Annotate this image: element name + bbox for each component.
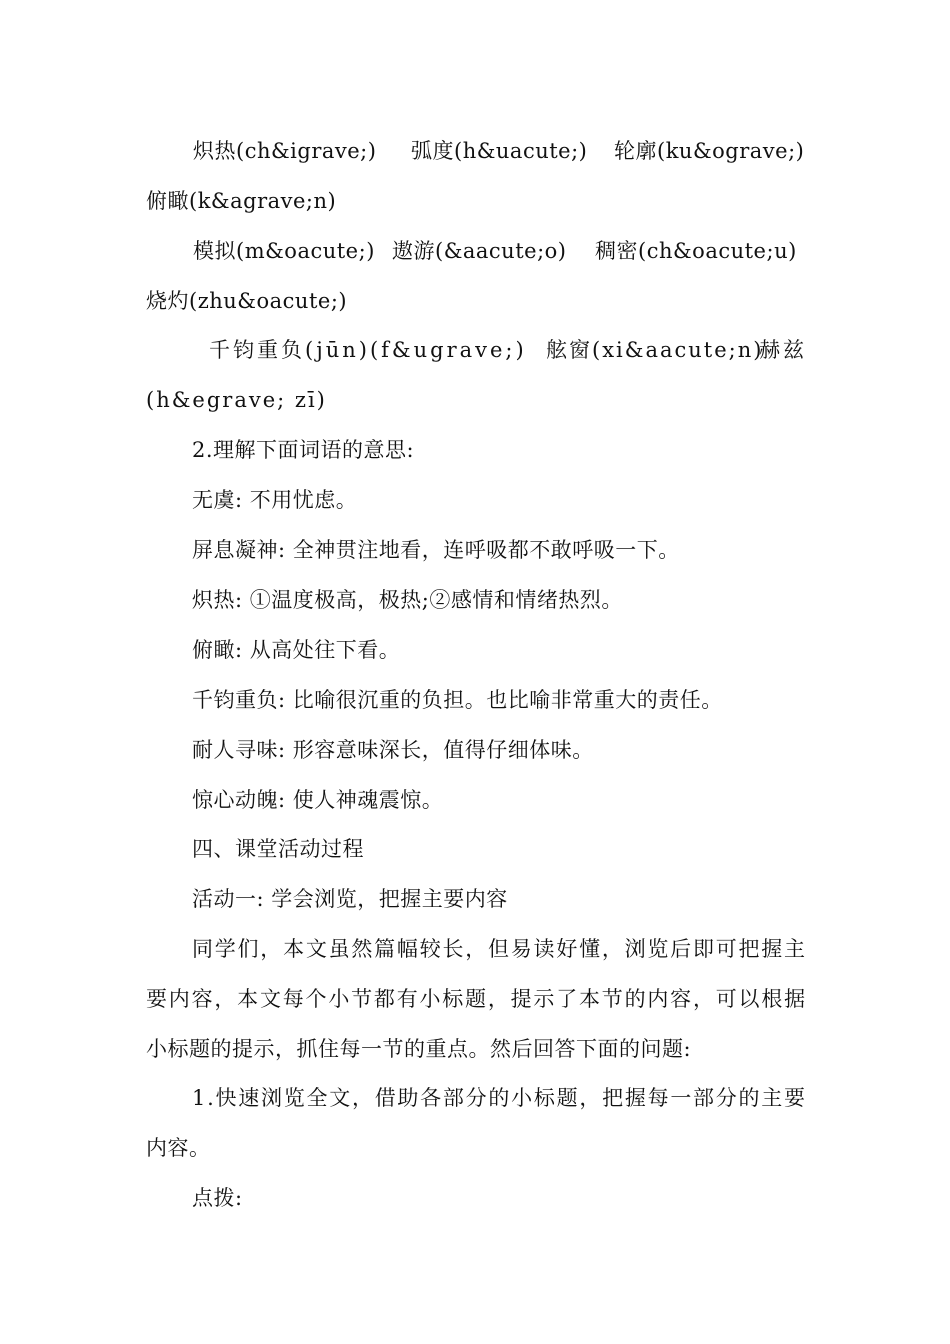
pinyin-term: 遨游(&aacute;o) bbox=[392, 239, 567, 263]
definition-line: 炽热: ①温度极高，极热;②感情和情绪热烈。 bbox=[192, 588, 623, 612]
pinyin-term: 千钧重负(jūn)(f&ugrave;) bbox=[209, 338, 527, 362]
pinyin-term: 舷窗(xi&aacute;n) bbox=[546, 338, 764, 362]
question-line: 1.快速浏览全文，借助各部分的小标题，把握每一部分的主要 bbox=[192, 1086, 807, 1110]
section-heading: 四、课堂活动过程 bbox=[192, 837, 364, 861]
pinyin-term: 烧灼(zhu&oacute;) bbox=[146, 289, 348, 313]
paragraph-line: 要内容，本文每个小节都有小标题，提示了本节的内容，可以根据 bbox=[146, 987, 807, 1011]
activity-heading: 活动一: 学会浏览，把握主要内容 bbox=[192, 887, 508, 911]
pinyin-term: 稠密(ch&oacute;u) bbox=[595, 239, 797, 263]
question-line: 内容。 bbox=[146, 1136, 211, 1160]
paragraph-line: 同学们，本文虽然篇幅较长，但易读好懂，浏览后即可把握主 bbox=[192, 937, 807, 961]
pinyin-term: 赫兹 bbox=[759, 338, 807, 362]
definition-line: 俯瞰: 从高处往下看。 bbox=[192, 638, 401, 662]
pinyin-term: 俯瞰(k&agrave;n) bbox=[146, 189, 337, 213]
pinyin-term: 轮廓(ku&ograve;) bbox=[614, 139, 805, 163]
section-heading: 2.理解下面词语的意思: bbox=[192, 438, 415, 462]
pinyin-term: (h&egrave; zī) bbox=[146, 388, 327, 412]
pinyin-term: 弧度(h&uacute;) bbox=[411, 139, 588, 163]
definition-line: 无虞: 不用忧虑。 bbox=[192, 488, 358, 512]
paragraph-line: 小标题的提示，抓住每一节的重点。然后回答下面的问题: bbox=[146, 1037, 692, 1061]
definition-line: 屏息凝神: 全神贯注地看，连呼吸都不敢呼吸一下。 bbox=[192, 538, 680, 562]
hint-label: 点拨: bbox=[192, 1186, 243, 1210]
definition-line: 千钧重负: 比喻很沉重的负担。也比喻非常重大的责任。 bbox=[192, 688, 723, 712]
definition-line: 耐人寻味: 形容意味深长，值得仔细体味。 bbox=[192, 738, 594, 762]
definition-line: 惊心动魄: 使人神魂震惊。 bbox=[192, 788, 444, 812]
pinyin-term: 模拟(m&oacute;) bbox=[193, 239, 375, 263]
pinyin-term: 炽热(ch&igrave;) bbox=[193, 139, 377, 163]
